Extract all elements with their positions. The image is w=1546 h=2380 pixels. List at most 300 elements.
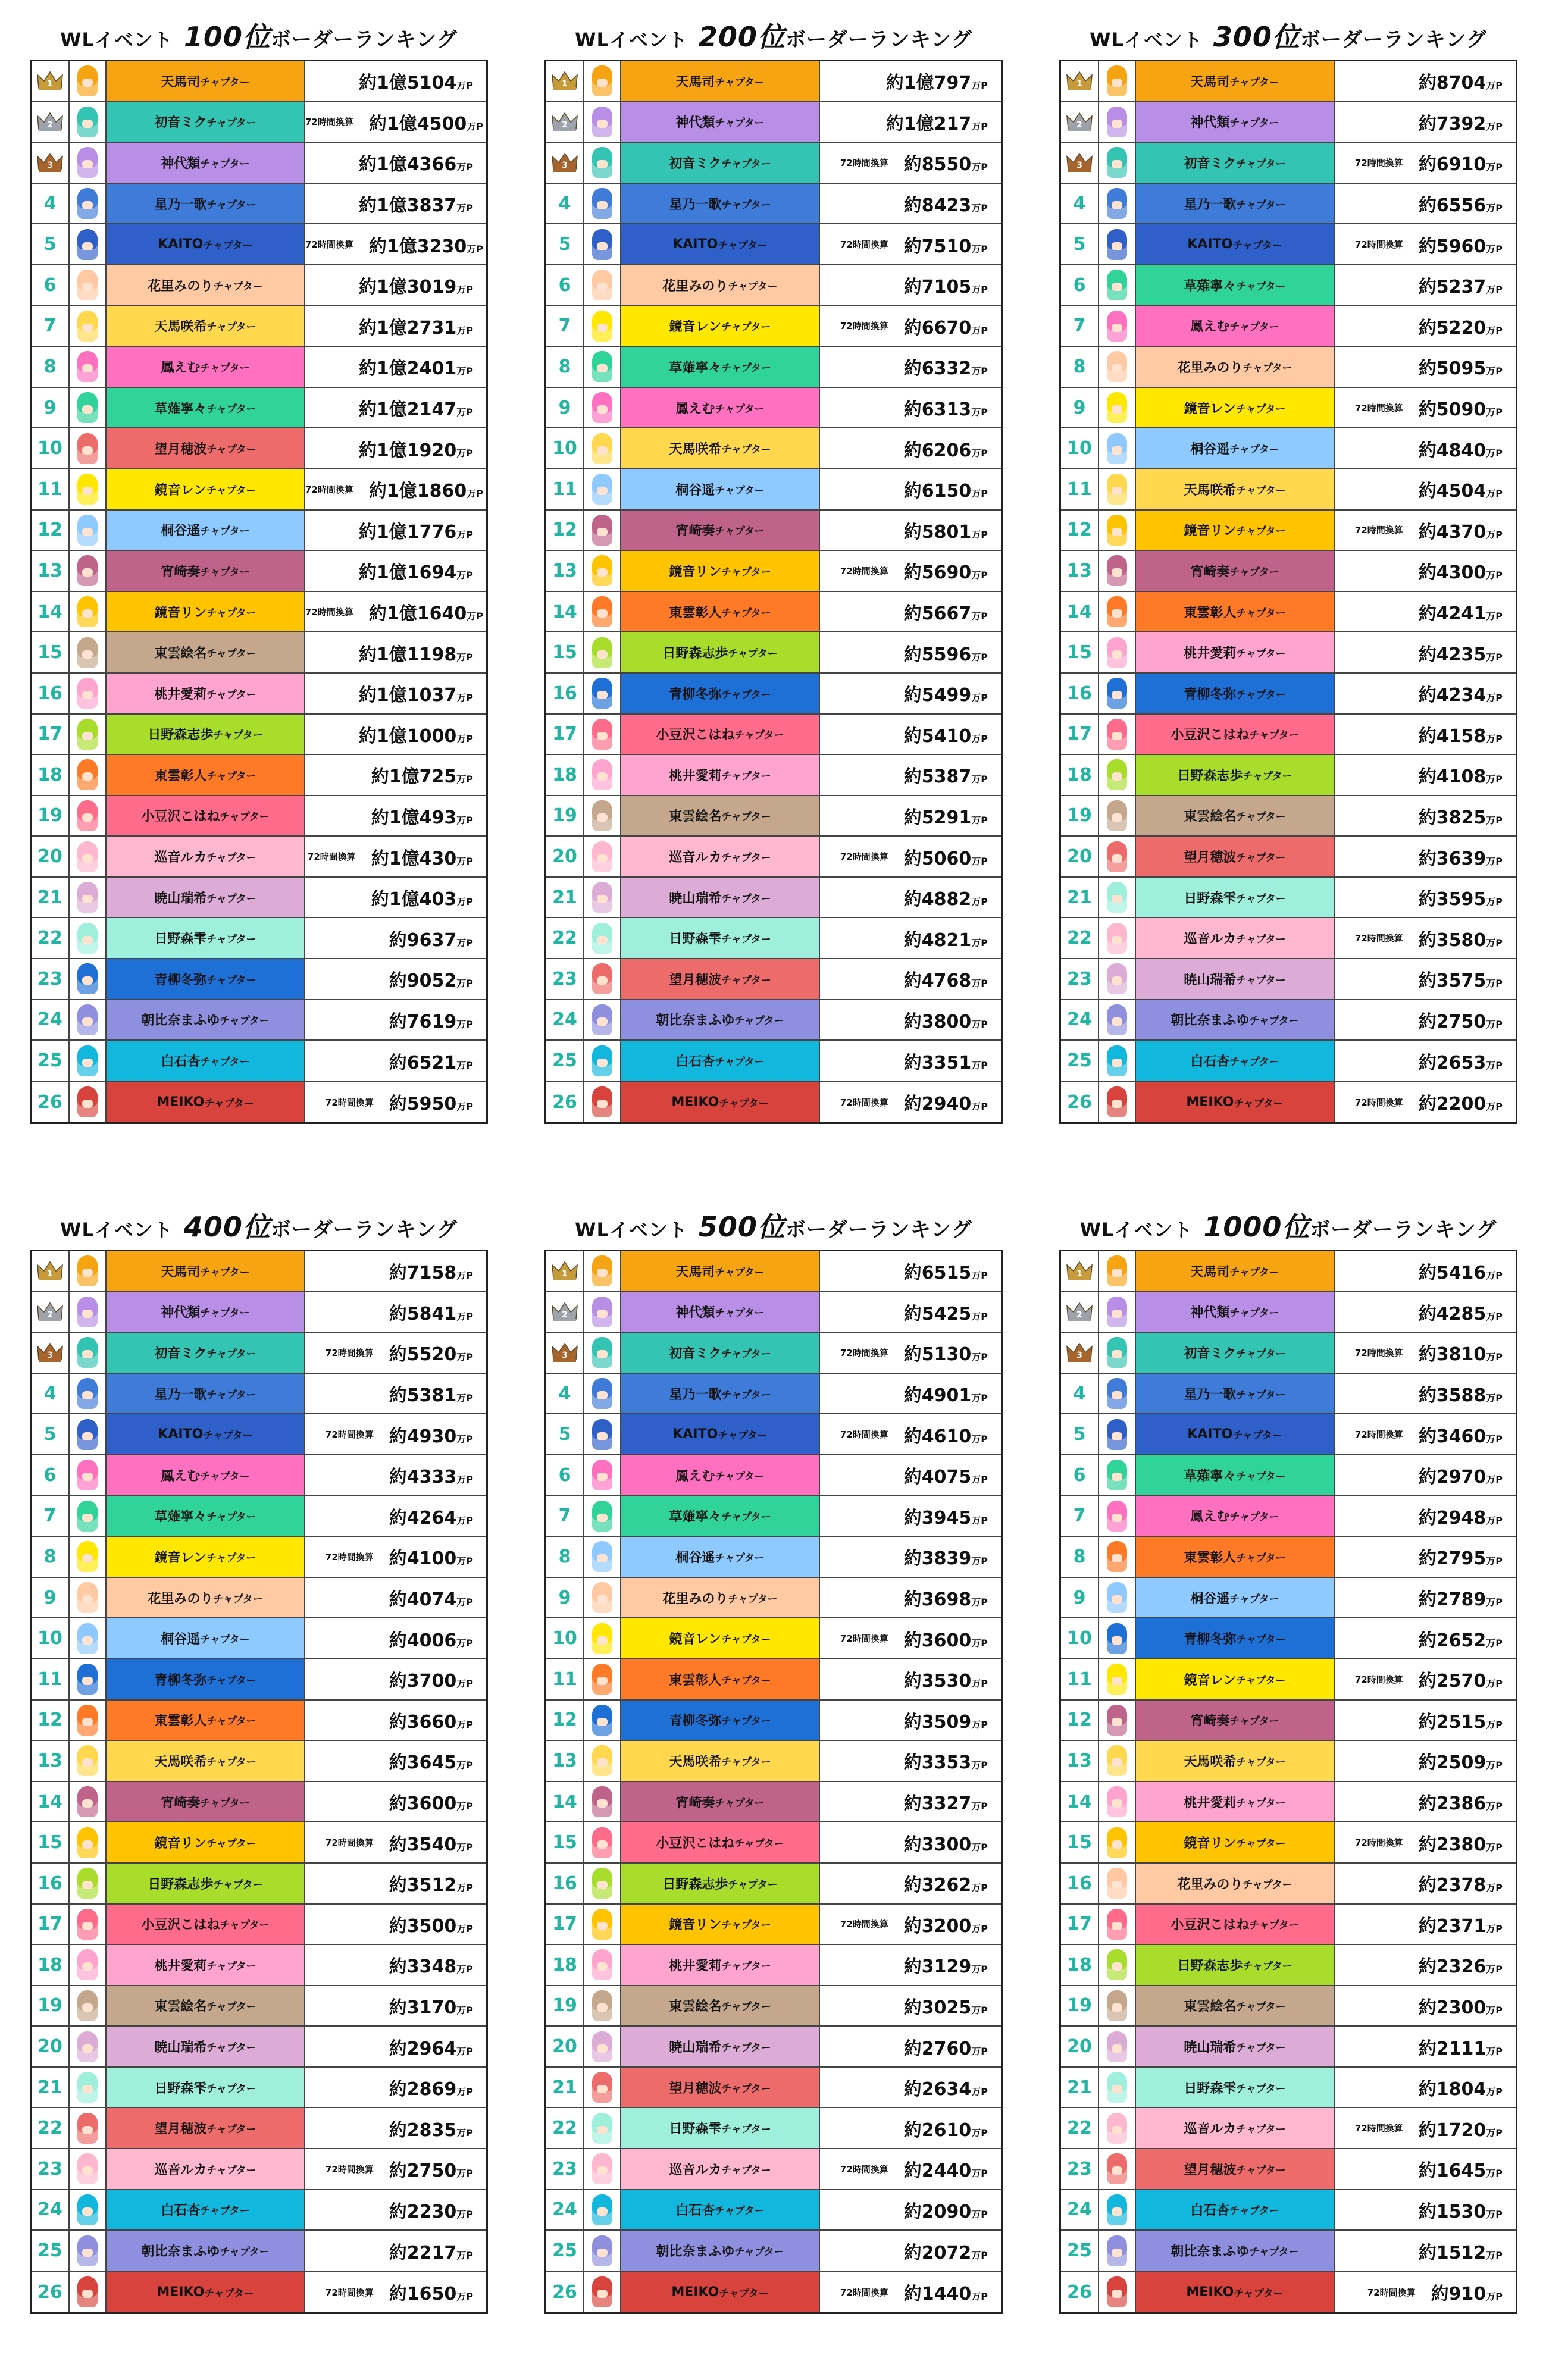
- table-row: [32, 265, 486, 306]
- border-value-cell: [1335, 1082, 1516, 1123]
- border-value-number: 約3129: [903, 1956, 972, 1978]
- rank-number: 17: [552, 724, 577, 745]
- border-value-unit: 万P: [456, 80, 473, 92]
- border-value-cell: [1335, 1333, 1516, 1373]
- character-name: 草薙寧々: [669, 1510, 722, 1525]
- rank-cell: [1061, 1537, 1099, 1577]
- border-value-number: 約2386: [1418, 1793, 1486, 1815]
- conversion-note: 72時間換算: [840, 1633, 888, 1645]
- border-value: [369, 599, 483, 625]
- chapter-name-cell: [1136, 1000, 1335, 1040]
- border-value-cell: [1335, 878, 1516, 917]
- avatar-cell: [584, 1041, 621, 1081]
- avatar-cell: [584, 388, 621, 428]
- border-value-cell: [305, 469, 496, 509]
- border-value-number: 約2509: [1418, 1752, 1486, 1774]
- chapter-name-cell: [621, 551, 820, 591]
- character-name: 東雲彰人: [154, 768, 207, 784]
- border-value-unit: 万P: [456, 365, 473, 377]
- border-value-cell: [305, 1496, 486, 1536]
- border-value-number: 約3025: [903, 1997, 972, 2018]
- title-border-rank: 500位: [698, 1211, 785, 1243]
- rank-number: 11: [37, 478, 62, 500]
- character-avatar-icon: [1107, 1419, 1127, 1450]
- border-value-number: 約1億493: [371, 807, 457, 828]
- character-name: 東雲彰人: [154, 1714, 207, 1729]
- chapter-label: チャプター: [200, 566, 250, 578]
- chapter-name-cell: [107, 61, 305, 101]
- border-value-cell: [1335, 1986, 1516, 2026]
- border-value-number: 約6313: [903, 399, 972, 421]
- rank-cell: [1061, 1945, 1099, 1985]
- rank-number: 18: [552, 764, 577, 785]
- avatar-cell: [1099, 1905, 1136, 1944]
- avatar-cell: [70, 143, 107, 183]
- table-row: [546, 1292, 1001, 1333]
- rank-cell: [1061, 1496, 1099, 1536]
- border-value: [904, 1666, 988, 1692]
- border-value-unit: 万P: [1486, 284, 1503, 296]
- border-value-unit: 万P: [456, 732, 473, 744]
- border-value: [904, 599, 988, 625]
- chapter-label: チャプター: [220, 811, 270, 823]
- table-row: [32, 1578, 486, 1619]
- table-row: [1061, 428, 1516, 469]
- border-value: [389, 1707, 473, 1733]
- border-value-number: 約1億217: [885, 113, 972, 134]
- chapter-label: チャプター: [1236, 1348, 1286, 1360]
- chapter-name-cell: [621, 1822, 820, 1862]
- avatar-cell: [584, 143, 621, 183]
- conversion-note: 72時間換算: [325, 2287, 374, 2298]
- chapter-name-cell: [621, 2190, 820, 2230]
- border-value-cell: [1335, 428, 1516, 468]
- border-value-unit: 万P: [971, 1964, 988, 1975]
- border-value: [1419, 925, 1503, 951]
- border-value-cell: [820, 2231, 1001, 2271]
- avatar-cell: [1099, 61, 1136, 101]
- border-value-cell: [1335, 1701, 1516, 1740]
- chapter-name-cell: [1136, 1292, 1335, 1332]
- table-row: [32, 878, 486, 919]
- border-value: [904, 1830, 988, 1856]
- border-value: [904, 762, 988, 788]
- chapter-name-cell: [107, 1701, 305, 1740]
- character-name: 神代類: [1190, 1305, 1230, 1321]
- chapter-label: チャプター: [1229, 566, 1279, 578]
- chapter-name-cell: [107, 2027, 305, 2066]
- border-value-cell: [305, 224, 496, 264]
- character-name: MEIKO: [1186, 1094, 1234, 1110]
- border-value-cell: [1335, 1945, 1516, 1985]
- border-value: [1419, 1830, 1503, 1856]
- border-value-number: 約3595: [1418, 889, 1486, 910]
- rank-cell: [546, 1082, 584, 1123]
- border-value-unit: 万P: [971, 2249, 988, 2261]
- character-name: 桃井愛莉: [669, 768, 722, 784]
- table-row: [32, 837, 486, 878]
- character-name: 朝比奈まふゆ: [656, 2244, 735, 2260]
- conversion-note: 72時間換算: [840, 851, 888, 863]
- chapter-name-cell: [1136, 1741, 1335, 1781]
- character-avatar-icon: [1107, 1664, 1127, 1695]
- character-avatar-icon: [77, 800, 98, 831]
- border-value-cell: [820, 715, 1001, 754]
- rank-number: 11: [1067, 1668, 1092, 1690]
- avatar-cell: [1099, 1000, 1136, 1040]
- character-avatar-icon: [592, 65, 612, 96]
- border-value-cell: [305, 592, 496, 632]
- border-value-unit: 万P: [456, 1637, 473, 1649]
- character-avatar-icon: [592, 1337, 612, 1368]
- border-value-number: 約3575: [1418, 970, 1486, 992]
- chapter-label: チャプター: [721, 2042, 771, 2055]
- avatar-cell: [584, 878, 621, 917]
- title-prefix: WLイベント: [1090, 29, 1203, 51]
- table-row: [1061, 1000, 1516, 1041]
- chapter-label: チャプター: [213, 1878, 263, 1891]
- character-name: 桐谷遥: [161, 1632, 201, 1648]
- title-prefix: WLイベント: [60, 1219, 173, 1241]
- chapter-label: チャプター: [1229, 1593, 1279, 1605]
- table-row: [546, 428, 1001, 469]
- border-value-cell: [820, 1659, 1001, 1699]
- border-value-cell: [1335, 61, 1516, 101]
- border-value-cell: [1335, 837, 1516, 876]
- bronze-crown-icon: [551, 1342, 578, 1363]
- border-value-number: 約2940: [903, 1094, 972, 1115]
- border-value-unit: 万P: [1486, 2249, 1503, 2261]
- character-name: 暁山瑞希: [154, 2040, 207, 2056]
- border-value-number: 約5690: [903, 562, 972, 584]
- rank-cell: [32, 1659, 70, 1699]
- border-value: [1419, 762, 1503, 788]
- rank-number: 19: [37, 1995, 62, 2016]
- border-value-cell: [1335, 1374, 1516, 1414]
- border-value: [389, 1952, 473, 1978]
- border-value-number: 約1440: [903, 2284, 972, 2305]
- character-name: 星乃一歌: [154, 1387, 207, 1402]
- border-value: [904, 803, 988, 829]
- avatar-cell: [70, 2149, 107, 2189]
- chapter-label: チャプター: [715, 1056, 765, 1069]
- rank-cell: [32, 878, 70, 917]
- rank-number: 8: [43, 356, 57, 377]
- rank-number: 11: [37, 1668, 62, 1690]
- border-value-cell: [1335, 1414, 1516, 1454]
- table-row: [1061, 1945, 1516, 1986]
- border-value-cell: [1335, 102, 1516, 142]
- chapter-name-cell: [1136, 1659, 1335, 1699]
- table-row: [546, 2272, 1001, 2313]
- chapter-label: チャプター: [204, 1097, 254, 1110]
- character-name: 鏡音レン: [154, 483, 207, 498]
- chapter-name-cell: [107, 1041, 305, 1081]
- border-value: [904, 721, 988, 747]
- character-avatar-icon: [1107, 270, 1127, 300]
- rank-number: 6: [1073, 274, 1086, 296]
- gold-crown-icon: [1066, 1260, 1093, 1282]
- avatar-cell: [1099, 1041, 1136, 1081]
- avatar-cell: [70, 1496, 107, 1536]
- table-row: [546, 2149, 1001, 2190]
- rank-cell: [32, 1414, 70, 1454]
- table-row: [1061, 2272, 1516, 2313]
- border-value-cell: [305, 1782, 486, 1822]
- border-value-unit: 万P: [1486, 1678, 1503, 1690]
- chapter-name-cell: [621, 102, 820, 142]
- rank-cell: [1061, 347, 1099, 387]
- chapter-name-cell: [1136, 1822, 1335, 1862]
- border-value: [389, 1503, 473, 1529]
- border-value-unit: 万P: [971, 2208, 988, 2220]
- crown-rank-number: 1: [562, 1269, 568, 1279]
- character-name: 星乃一歌: [1184, 197, 1237, 212]
- character-name: 青柳冬弥: [1184, 1632, 1237, 1648]
- chapter-name-cell: [621, 1741, 820, 1781]
- table-row: [546, 143, 1001, 184]
- border-value-cell: [820, 1414, 1001, 1454]
- border-value-number: 約2072: [903, 2242, 972, 2263]
- chapter-name-cell: [621, 1782, 820, 1822]
- character-name: 東雲彰人: [669, 1673, 722, 1688]
- border-value: [1419, 1626, 1503, 1652]
- character-avatar-icon: [1107, 2194, 1127, 2225]
- conversion-note: 72時間換算: [840, 239, 888, 250]
- character-name: 小豆沢こはね: [656, 1836, 735, 1852]
- border-value-unit: 万P: [971, 651, 988, 663]
- border-value-cell: [305, 1000, 486, 1040]
- avatar-cell: [70, 1537, 107, 1577]
- rank-cell: [1061, 1414, 1099, 1454]
- avatar-cell: [1099, 1333, 1136, 1373]
- table-row: [1061, 1374, 1516, 1415]
- border-value-unit: 万P: [456, 2168, 473, 2179]
- title-prefix: WLイベント: [60, 29, 173, 51]
- table-row: [32, 1082, 486, 1123]
- character-avatar-icon: [77, 2153, 98, 2184]
- table-row: [32, 224, 486, 265]
- rank-number: 14: [37, 1791, 62, 1812]
- chapter-label: チャプター: [1236, 1552, 1286, 1564]
- avatar-cell: [1099, 918, 1136, 958]
- chapter-label: チャプター: [734, 1838, 784, 1850]
- border-value: [904, 2115, 988, 2141]
- border-value: [1419, 2156, 1503, 2182]
- character-avatar-icon: [77, 1297, 98, 1327]
- character-avatar-icon: [592, 1541, 612, 1572]
- character-avatar-icon: [592, 392, 612, 423]
- border-value-number: 約2652: [1418, 1630, 1486, 1651]
- chapter-label: チャプター: [721, 1715, 771, 1728]
- border-value-cell: [1335, 796, 1516, 836]
- table-row: [32, 306, 486, 347]
- chapter-name-cell: [1136, 1578, 1335, 1618]
- border-value-cell: [820, 918, 1001, 958]
- crown-rank-number: 3: [562, 161, 568, 171]
- border-value-number: 約1億797: [885, 73, 972, 94]
- table-row: [32, 1414, 486, 1455]
- chapter-name-cell: [621, 2108, 820, 2148]
- character-name: 青柳冬弥: [669, 687, 722, 702]
- table-row: [1061, 2027, 1516, 2068]
- chapter-label: チャプター: [206, 974, 256, 987]
- rank-number: 23: [37, 968, 62, 989]
- chapter-label: チャプター: [206, 648, 256, 660]
- character-name: 鏡音レン: [669, 320, 722, 335]
- character-avatar-icon: [1107, 596, 1127, 627]
- table-row: [546, 388, 1001, 429]
- character-avatar-icon: [1107, 1255, 1127, 1286]
- rank-number: 7: [1073, 1505, 1086, 1527]
- character-name: 日野森志歩: [148, 1877, 214, 1892]
- border-value-unit: 万P: [456, 1922, 473, 1934]
- chapter-name-cell: [107, 1414, 305, 1454]
- character-avatar-icon: [592, 923, 612, 954]
- table-row: [546, 2068, 1001, 2109]
- border-value-cell: [305, 1905, 486, 1944]
- rank-cell: [32, 1618, 70, 1658]
- border-value-number: 約3600: [903, 1630, 972, 1651]
- border-value: [1419, 1048, 1503, 1074]
- rank-number: 25: [552, 2240, 577, 2262]
- border-value-number: 約2835: [389, 2119, 457, 2141]
- border-value-cell: [1335, 265, 1516, 305]
- chapter-name-cell: [1136, 2149, 1335, 2189]
- table-row: [546, 1905, 1001, 1946]
- rank-number: 11: [552, 478, 577, 500]
- character-name: 日野森志歩: [148, 728, 214, 743]
- border-value-number: 約1億1860: [368, 481, 467, 502]
- border-value-number: 約3327: [903, 1793, 972, 1815]
- rank-number: 9: [43, 1587, 57, 1608]
- border-value-number: 約3351: [903, 1052, 972, 1073]
- table-row: [32, 1251, 486, 1292]
- chapter-label: チャプター: [200, 158, 250, 170]
- chapter-label: チャプター: [715, 1552, 765, 1564]
- rank-number: 9: [1073, 1587, 1086, 1608]
- table-row: [32, 469, 486, 511]
- chapter-label: チャプター: [734, 2246, 784, 2259]
- character-name: KAITO: [672, 237, 718, 252]
- character-name: 日野森雫: [1184, 891, 1237, 906]
- rank-number: 8: [558, 1546, 571, 1567]
- rank-number: 13: [552, 560, 577, 581]
- character-name: 白石杏: [675, 2203, 715, 2219]
- border-value-number: 約2750: [1418, 1011, 1486, 1032]
- table-row: [546, 755, 1001, 796]
- rank-cell: [32, 592, 70, 632]
- table-row: [546, 1414, 1001, 1455]
- rank-cell: [32, 265, 70, 305]
- chapter-label: チャプター: [719, 2287, 769, 2300]
- bronze-crown-icon: [551, 152, 578, 173]
- chapter-label: チャプター: [715, 2205, 765, 2218]
- border-value-cell: [305, 2190, 486, 2230]
- table-row: [1061, 2068, 1516, 2109]
- border-value-cell: [1335, 224, 1516, 264]
- border-value-cell: [305, 1945, 486, 1985]
- title-suffix: ボーダーランキング: [785, 1218, 972, 1242]
- table-row: [32, 1537, 486, 1578]
- chapter-name-cell: [1136, 184, 1335, 224]
- rank-cell: [546, 469, 584, 509]
- border-value-number: 約6521: [389, 1052, 457, 1073]
- border-value-number: 約2111: [1418, 2038, 1486, 2059]
- border-value-cell: [820, 632, 1001, 672]
- character-avatar-icon: [77, 1909, 98, 1940]
- border-value: [1419, 109, 1503, 135]
- rank-cell: [546, 2149, 584, 2189]
- conversion-note: 72時間換算: [307, 851, 356, 863]
- avatar-cell: [584, 918, 621, 958]
- character-name: 天馬咲希: [1184, 1754, 1237, 1770]
- avatar-cell: [584, 592, 621, 632]
- border-value-cell: [820, 469, 1001, 509]
- border-value-unit: 万P: [971, 569, 988, 581]
- rank-number: 15: [1067, 1832, 1092, 1853]
- border-value-number: 約2948: [1418, 1507, 1486, 1529]
- border-value-unit: 万P: [971, 1059, 988, 1071]
- border-value-number: 約5841: [389, 1303, 457, 1324]
- conversion-note: 72時間換算: [325, 1347, 374, 1358]
- border-value: [904, 1707, 988, 1733]
- table-row: [32, 1864, 486, 1905]
- border-value-number: 約5095: [1418, 358, 1486, 380]
- character-avatar-icon: [77, 1255, 98, 1286]
- rank-cell: [546, 674, 584, 713]
- border-value-number: 約5425: [903, 1303, 972, 1324]
- character-avatar-icon: [77, 1378, 98, 1409]
- character-avatar-icon: [592, 1378, 612, 1409]
- border-value-unit: 万P: [456, 1841, 473, 1853]
- chapter-label: チャプター: [721, 811, 771, 823]
- character-name: 天馬咲希: [1184, 483, 1237, 498]
- rank-number: 13: [1067, 1750, 1092, 1771]
- border-value-cell: [305, 61, 486, 101]
- table-row: [1061, 1741, 1516, 1782]
- rank-cell: [32, 347, 70, 387]
- chapter-name-cell: [621, 2027, 820, 2066]
- chapter-name-cell: [1136, 61, 1335, 101]
- border-value-cell: [1335, 1864, 1516, 1903]
- rank-cell: [1061, 1864, 1099, 1903]
- rank-number: 12: [1067, 1709, 1092, 1731]
- chapter-name-cell: [1136, 551, 1335, 591]
- table-row: [1061, 184, 1516, 225]
- table-row: [546, 878, 1001, 919]
- character-name: 草薙寧々: [154, 1510, 207, 1525]
- chapter-name-cell: [107, 2190, 305, 2230]
- border-value-cell: [820, 1578, 1001, 1618]
- chapter-label: チャプター: [715, 1307, 765, 1320]
- gold-crown-icon: [36, 1260, 64, 1282]
- border-value: [904, 844, 988, 870]
- character-name: 初音ミク: [669, 156, 722, 171]
- border-value-number: 約1645: [1418, 2160, 1486, 2182]
- title-border-rank: 400位: [183, 1211, 271, 1243]
- character-name: 日野森志歩: [662, 1877, 728, 1892]
- border-value-cell: [1335, 2231, 1516, 2271]
- chapter-label: チャプター: [1234, 1097, 1284, 1110]
- border-value-unit: 万P: [1486, 2086, 1503, 2098]
- rank-number: 20: [37, 846, 62, 868]
- title-border-rank: 200位: [698, 21, 785, 53]
- chapter-label: チャプター: [1249, 1015, 1299, 1028]
- border-value-number: 約3300: [903, 1834, 972, 1855]
- character-name: 天馬司: [675, 1264, 715, 1280]
- border-value-unit: 万P: [971, 2086, 988, 2098]
